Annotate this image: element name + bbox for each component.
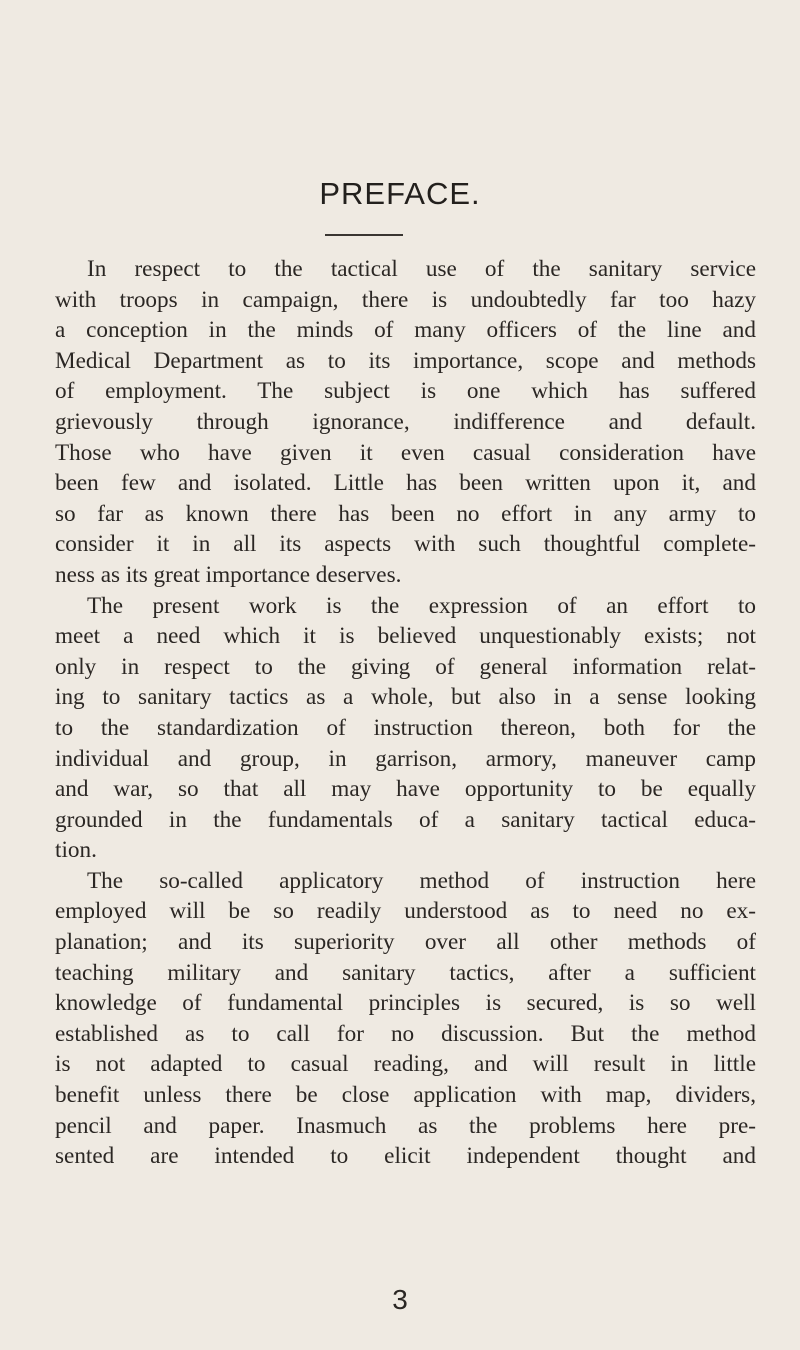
text-line: is not adapted to casual reading, and will result in little	[55, 1051, 756, 1078]
text-line: individual and group, in garrison, armory, maneuver camp	[55, 745, 756, 772]
page-title: PREFACE.	[319, 176, 481, 211]
text-line: and war, so that all may have opportunity to be equally	[55, 776, 756, 803]
text-line: with troops in campaign, there is undoubtedly far too hazy	[55, 286, 756, 313]
text-line: established as to call for no discussion. But the method	[55, 1020, 756, 1047]
preface-body	[55, 254, 756, 1172]
text-line: only in respect to the giving of general information relat-	[55, 653, 756, 680]
text-line: pencil and paper. Inasmuch as the problems here pre-	[55, 1112, 756, 1139]
title-divider	[325, 234, 403, 236]
text-line: The so-called applicatory method of instruction here	[87, 867, 756, 894]
text-line: been few and isolated. Little has been written upon it, and	[55, 470, 756, 497]
text-line: employed will be so readily understood as to need no ex-	[55, 898, 756, 925]
text-line: grievously through ignorance, indifference and default.	[55, 408, 756, 435]
text-line: knowledge of fundamental principles is secured, is so well	[55, 990, 756, 1017]
text-line: Those who have given it even casual consideration have	[55, 439, 756, 466]
text-line: benefit unless there be close application with map, dividers,	[55, 1082, 756, 1109]
text-line: tion.	[55, 837, 97, 864]
text-line: The present work is the expression of an effort to	[87, 592, 756, 619]
text-line: sented are intended to elicit independent thought and	[55, 1143, 756, 1170]
text-line: a conception in the minds of many officers of the line and	[55, 317, 756, 344]
text-line: to the standardization of instruction thereon, both for the	[55, 714, 756, 741]
text-line: meet a need which it is believed unquestionably exists; not	[55, 623, 756, 650]
text-line: grounded in the fundamentals of a sanitary tactical educa-	[55, 806, 756, 833]
page-number: 3	[392, 1284, 408, 1315]
text-line: teaching military and sanitary tactics, after a sufficient	[55, 959, 756, 986]
text-line: ing to sanitary tactics as a whole, but also in a sense looking	[55, 684, 756, 711]
text-line: planation; and its superiority over all other methods of	[55, 929, 756, 956]
text-line: of employment. The subject is one which has suffered	[55, 378, 756, 405]
text-line: so far as known there has been no effort in any army to	[55, 500, 756, 527]
text-line: In respect to the tactical use of the sanitary service	[87, 256, 756, 282]
text-line: consider it in all its aspects with such thoughtful complete-	[55, 531, 756, 558]
text-line: ness as its great importance deserves.	[55, 561, 402, 588]
text-line: Medical Department as to its importance, scope and methods	[55, 347, 756, 374]
